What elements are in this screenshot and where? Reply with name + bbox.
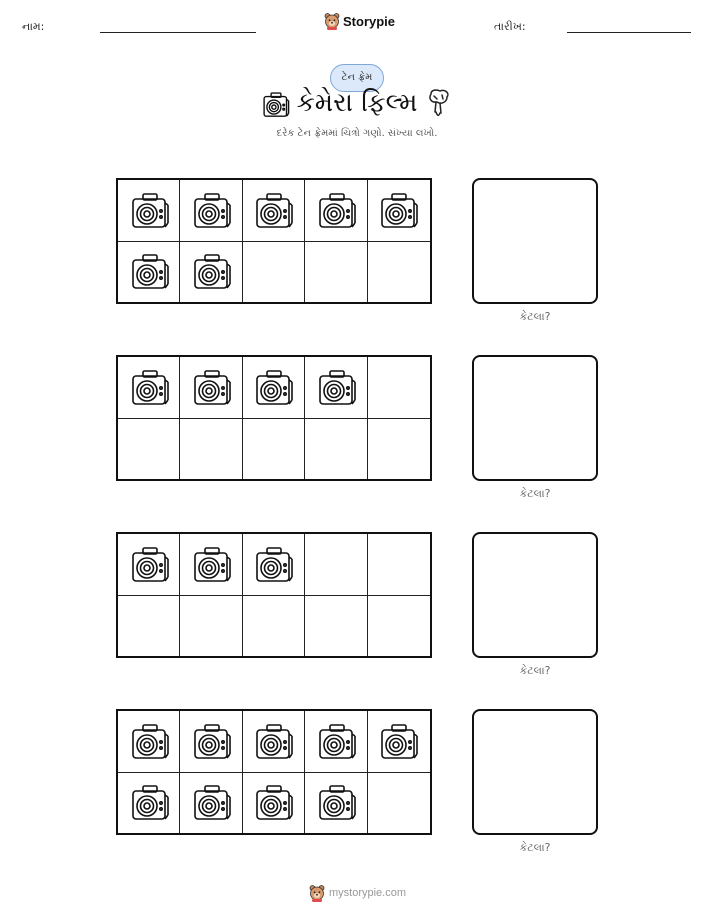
frame-cell: [243, 595, 306, 657]
frame-cell: [305, 772, 368, 834]
frame-cell: [118, 534, 181, 596]
frame-cell: [180, 711, 243, 773]
frame-cell: [305, 595, 368, 657]
camera-icon: [379, 722, 419, 762]
frame-cell: [118, 772, 181, 834]
frame-cell: [243, 711, 306, 773]
camera-icon: [192, 368, 232, 408]
camera-icon: [317, 191, 357, 231]
frame-cell: [305, 711, 368, 773]
frame-cell: [180, 534, 243, 596]
camera-icon: [130, 783, 170, 823]
name-line[interactable]: [100, 32, 256, 33]
answer-box[interactable]: [472, 355, 598, 481]
date-line[interactable]: [567, 32, 691, 33]
answer-label: કેટલા?: [519, 841, 551, 854]
answer-label: કેટલા?: [519, 310, 551, 323]
frame-cell: [180, 595, 243, 657]
ten-frame: [116, 178, 432, 304]
instructions: દરેક ટેન ફ્રેમમાં ચિત્રો ગણો. સંખ્યા લખો.: [276, 128, 438, 139]
frame-cell: [180, 241, 243, 303]
answer-label: કેટલા?: [519, 664, 551, 677]
frame-cell: [118, 180, 181, 242]
bear-logo-icon: [324, 12, 340, 30]
ten-frame: [116, 709, 432, 835]
frame-cell: [305, 534, 368, 596]
frame-cell: [118, 418, 181, 480]
ten-frame: [116, 355, 432, 481]
frame-cell: [243, 357, 306, 419]
camera-icon: [254, 783, 294, 823]
camera-icon: [192, 191, 232, 231]
camera-icon: [254, 368, 294, 408]
frame-cell: [118, 595, 181, 657]
brand: [324, 12, 395, 30]
ten-frame-tag: ટેન ફ્રેમ: [330, 64, 384, 92]
frame-cell: [368, 241, 431, 303]
page-title: કેમેરા ફિલ્મ: [296, 88, 418, 118]
frame-cell: [305, 241, 368, 303]
paintbrush-icon: [425, 88, 453, 120]
camera-icon: [317, 783, 357, 823]
name-label: નામ:: [22, 20, 45, 33]
camera-icon: [130, 722, 170, 762]
frame-cell: [305, 180, 368, 242]
frame-cell: [368, 534, 431, 596]
camera-icon: [192, 252, 232, 292]
camera-icon: [192, 722, 232, 762]
footer-url[interactable]: mystorypie.com: [329, 887, 407, 899]
camera-icon: [254, 722, 294, 762]
frame-cell: [368, 711, 431, 773]
camera-icon: [130, 368, 170, 408]
frame-cell: [243, 772, 306, 834]
frame-cell: [243, 418, 306, 480]
brand-name: Storypie: [343, 13, 396, 29]
camera-icon: [317, 368, 357, 408]
frame-cell: [180, 180, 243, 242]
frame-cell: [243, 180, 306, 242]
camera-icon: [130, 252, 170, 292]
ten-frame: [116, 532, 432, 658]
frame-cell: [118, 711, 181, 773]
camera-icon: [379, 191, 419, 231]
frame-cell: [368, 180, 431, 242]
frame-cell: [180, 772, 243, 834]
bear-logo-icon: [309, 884, 325, 902]
camera-icon: [130, 191, 170, 231]
date-label: તારીખ:: [494, 20, 526, 33]
camera-icon: [192, 545, 232, 585]
answer-box[interactable]: [472, 709, 598, 835]
camera-icon: [317, 722, 357, 762]
answer-box[interactable]: [472, 178, 598, 304]
frame-cell: [243, 241, 306, 303]
frame-cell: [305, 357, 368, 419]
footer: [309, 884, 406, 902]
camera-icon: [130, 545, 170, 585]
frame-cell: [368, 595, 431, 657]
frame-cell: [305, 418, 368, 480]
camera-icon: [254, 191, 294, 231]
frame-cell: [368, 357, 431, 419]
frame-cell: [118, 241, 181, 303]
frame-cell: [368, 772, 431, 834]
answer-box[interactable]: [472, 532, 598, 658]
frame-cell: [243, 534, 306, 596]
frame-cell: [118, 357, 181, 419]
camera-icon: [192, 783, 232, 823]
camera-icon: [254, 545, 294, 585]
frame-cell: [180, 418, 243, 480]
answer-label: કેટલા?: [519, 487, 551, 500]
frame-cell: [180, 357, 243, 419]
frame-cell: [368, 418, 431, 480]
